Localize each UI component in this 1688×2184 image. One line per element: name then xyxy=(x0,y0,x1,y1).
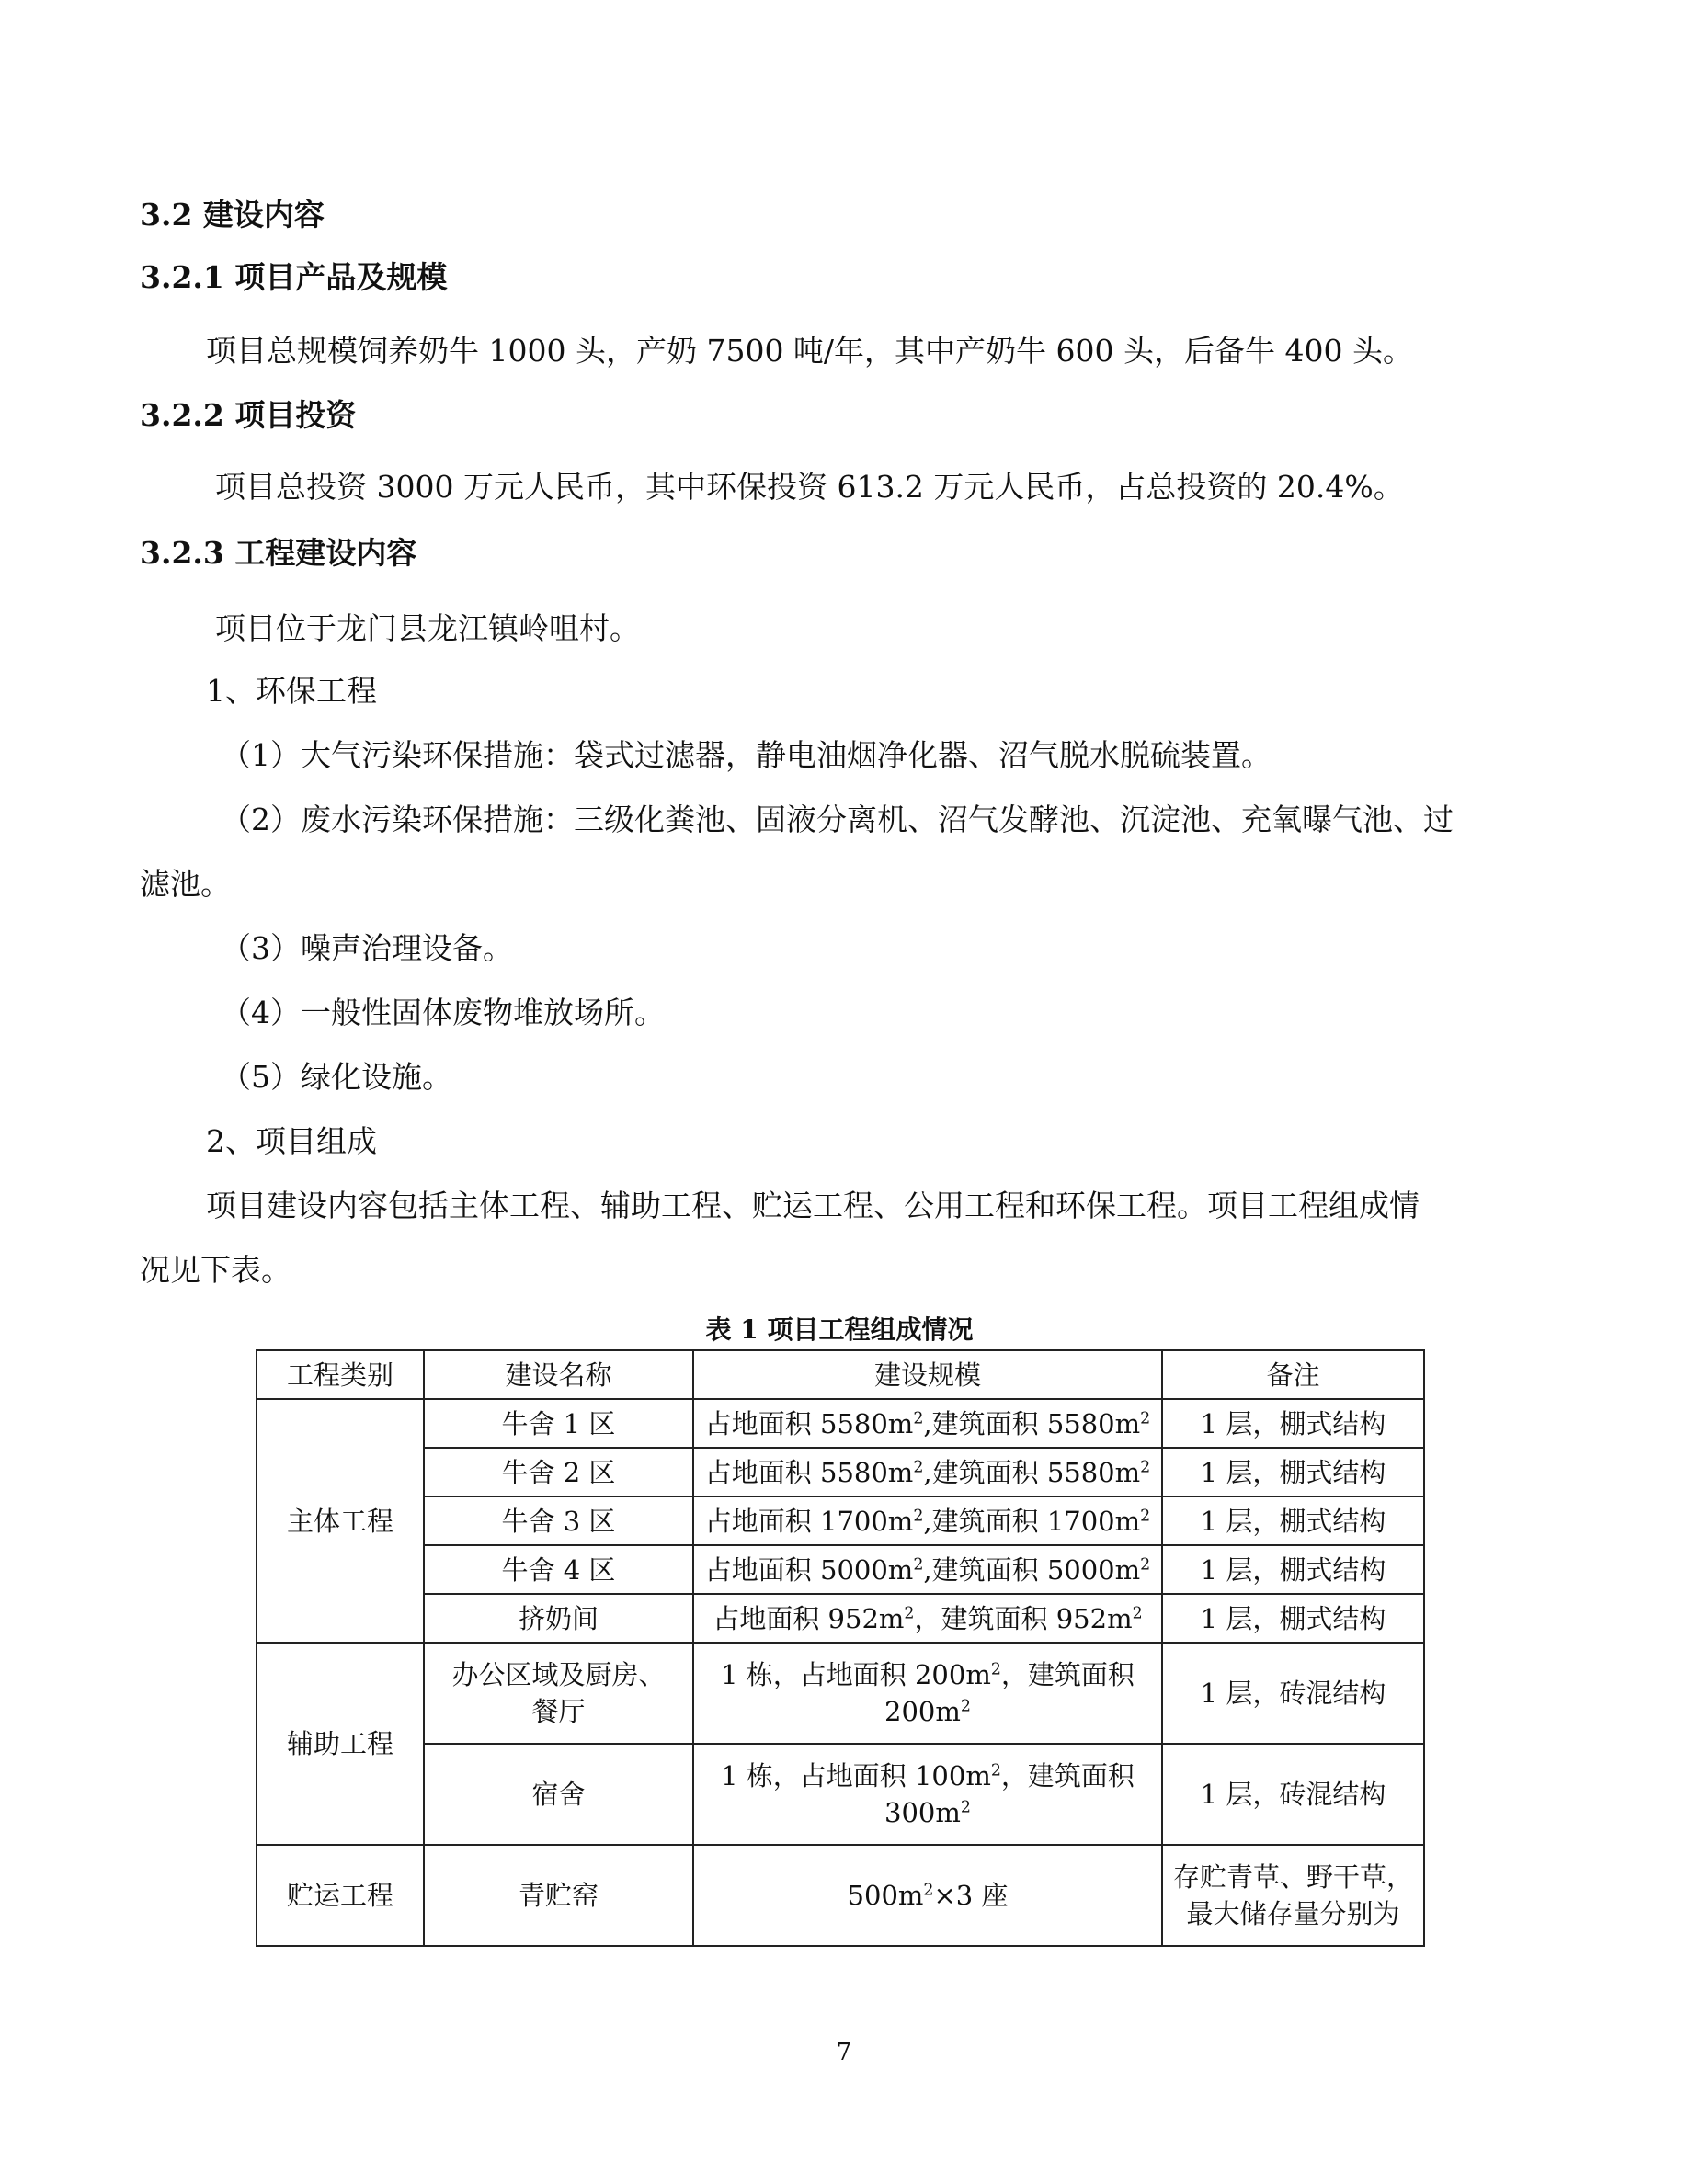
heading-3-2: 3.2 建设内容 xyxy=(140,197,325,233)
heading-3-2-2: 3.2.2 项目投资 xyxy=(140,397,357,433)
row-scale: 占地面积 $5000m^2$,建筑面积 $5000m^2$ xyxy=(693,1545,1162,1594)
table-row xyxy=(257,1545,1424,1594)
row-name: 青贮窑 xyxy=(424,1845,693,1946)
row-name: 牛舍 2 区 xyxy=(424,1448,693,1496)
table-row xyxy=(257,1399,1424,1448)
row-scale: 1 栋，占地面积 $100m^2$，建筑面积 $300m^2$ xyxy=(693,1744,1162,1845)
env-item-1: （1）大气污染环保措施：袋式过滤器，静电油烟净化器、沼气脱水脱硫装置。 xyxy=(221,737,1272,773)
row-name: 宿舍 xyxy=(424,1744,693,1845)
project-composition-table xyxy=(256,1349,1425,1947)
table-row xyxy=(257,1448,1424,1496)
table-row xyxy=(257,1594,1424,1643)
composition-title: 2、项目组成 xyxy=(206,1123,377,1159)
row-scale: 占地面积 $5580m^2$,建筑面积 $5580m^2$ xyxy=(693,1399,1162,1448)
composition-line-2: 况见下表。 xyxy=(140,1252,291,1288)
header-name: 建设名称 xyxy=(424,1350,693,1399)
table-row xyxy=(257,1496,1424,1545)
row-scale: 占地面积 $952m^2$，建筑面积 $952m^2$ xyxy=(693,1594,1162,1643)
table-row xyxy=(257,1643,1424,1744)
heading-3-2-3: 3.2.3 工程建设内容 xyxy=(140,535,417,571)
heading-3-2-1: 3.2.1 项目产品及规模 xyxy=(140,259,448,295)
row-name: 挤奶间 xyxy=(424,1594,693,1643)
row-note: 1 层，棚式结构 xyxy=(1162,1448,1424,1496)
category-storage: 贮运工程 xyxy=(257,1845,424,1946)
paragraph-scale: 项目总规模饲养奶牛 1000 头，产奶 7500 吨/年，其中产奶牛 600 头，后备牛 400 头。 xyxy=(206,333,1413,369)
env-item-2-line-2: 滤池。 xyxy=(140,866,231,902)
row-note: 1 层，棚式结构 xyxy=(1162,1496,1424,1545)
header-scale: 建设规模 xyxy=(693,1350,1162,1399)
row-note: 1 层，棚式结构 xyxy=(1162,1545,1424,1594)
table-row xyxy=(257,1744,1424,1845)
row-note: 1 层，棚式结构 xyxy=(1162,1399,1424,1448)
header-category: 工程类别 xyxy=(257,1350,424,1399)
row-name: 牛舍 4 区 xyxy=(424,1545,693,1594)
row-note: 存贮青草、野干草， 最大储存量分别为 xyxy=(1162,1845,1424,1946)
paragraph-location: 项目位于龙门县龙江镇岭咀村。 xyxy=(215,610,640,646)
env-works-title: 1、环保工程 xyxy=(206,673,377,709)
header-note: 备注 xyxy=(1162,1350,1424,1399)
env-item-3: （3）噪声治理设备。 xyxy=(221,930,513,966)
row-note: 1 层，棚式结构 xyxy=(1162,1594,1424,1643)
table-header-row xyxy=(257,1350,1424,1399)
env-item-4: （4）一般性固体废物堆放场所。 xyxy=(221,995,665,1030)
page-number: 7 xyxy=(836,2039,852,2066)
row-scale: 1 栋，占地面积 $200m^2$，建筑面积 $200m^2$ xyxy=(693,1643,1162,1744)
paragraph-investment: 项目总投资 3000 万元人民币，其中环保投资 613.2 万元人民币，占总投资的 20.4%。 xyxy=(215,469,1404,505)
row-name: 牛舍 3 区 xyxy=(424,1496,693,1545)
table-row xyxy=(257,1845,1424,1946)
table-caption: 表 1 项目工程组成情况 xyxy=(705,1314,974,1345)
row-note: 1 层，砖混结构 xyxy=(1162,1643,1424,1744)
row-scale: $500m^2\times 3$ 座 xyxy=(693,1845,1162,1946)
env-item-5: （5）绿化设施。 xyxy=(221,1059,452,1095)
category-aux: 辅助工程 xyxy=(257,1643,424,1845)
env-item-2-line-1: （2）废水污染环保措施：三级化粪池、固液分离机、沼气发酵池、沉淀池、充氧曝气池、过 xyxy=(221,802,1454,837)
row-scale: 占地面积 $1700m^2$,建筑面积 $1700m^2$ xyxy=(693,1496,1162,1545)
row-scale: 占地面积 $5580m^2$,建筑面积 $5580m^2$ xyxy=(693,1448,1162,1496)
row-name: 牛舍 1 区 xyxy=(424,1399,693,1448)
category-main: 主体工程 xyxy=(257,1399,424,1643)
row-name: 办公区域及厨房、 餐厅 xyxy=(424,1643,693,1744)
row-note: 1 层，砖混结构 xyxy=(1162,1744,1424,1845)
composition-line-1: 项目建设内容包括主体工程、辅助工程、贮运工程、公用工程和环保工程。项目工程组成情 xyxy=(206,1188,1420,1223)
